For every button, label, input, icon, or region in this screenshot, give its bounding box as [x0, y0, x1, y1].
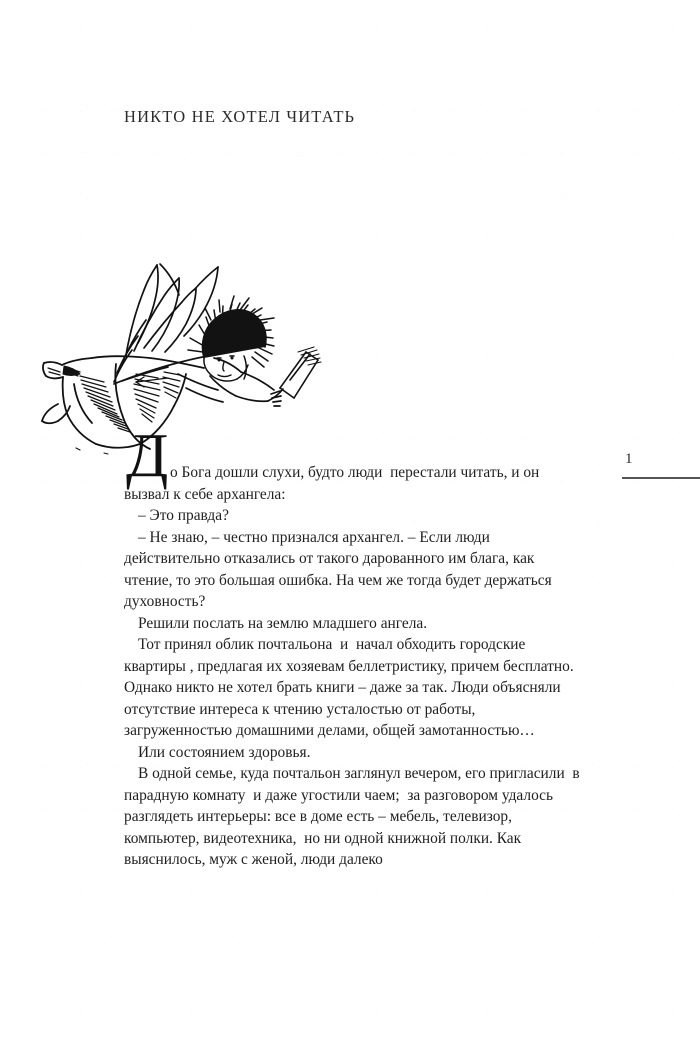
paragraph: В одной семье, куда почтальон заглянул вечером, его пригласили в парадную комнату и даже угостили чаем; за разговором удалось разглядеть интерьеры: все в доме есть – мебель, телевизор, компьютер, видеотехника, но ни одной книжной полки. Как выяснилось, муж с женой, люди далеко — [124, 765, 584, 868]
folio-rule — [622, 477, 700, 479]
paragraph: Решили послать на землю младшего ангела. — [138, 614, 428, 632]
flying-angel-with-book-icon — [18, 248, 328, 463]
paragraph: – Не знаю, – честно признался архангел. – Если люди действительно отказались от такого дарованного им блага, как чтение, то это большая ошибка. На чем же тогда будет держаться духовность? — [124, 528, 564, 610]
paragraph: Тот принял облик почтальона и начал обходить городские квартиры , предлагая их хозяевам беллетристику, причем бесплатно. Однако никто не хотел брать книги – даже за так. Люди объясняли отсутствие интереса к чтению усталостью от работы, загруженностью домашними делами, общей замотанностью… — [124, 636, 578, 739]
body-text — [124, 422, 584, 871]
folio — [620, 452, 700, 484]
dropcap-letter: Д — [126, 422, 169, 490]
paragraph: Или состоянием здоровья. — [138, 743, 311, 761]
flying-angel-illustration — [18, 248, 328, 463]
page-number: 1 — [625, 451, 633, 467]
chapter-title: НИКТО НЕ ХОТЕЛ ЧИТАТЬ — [124, 107, 356, 126]
paragraph: – Это правда? — [138, 507, 229, 524]
paragraph: о Бога дошли слухи, будто люди перестали читать, и он вызвал к себе архангела: — [124, 464, 544, 503]
